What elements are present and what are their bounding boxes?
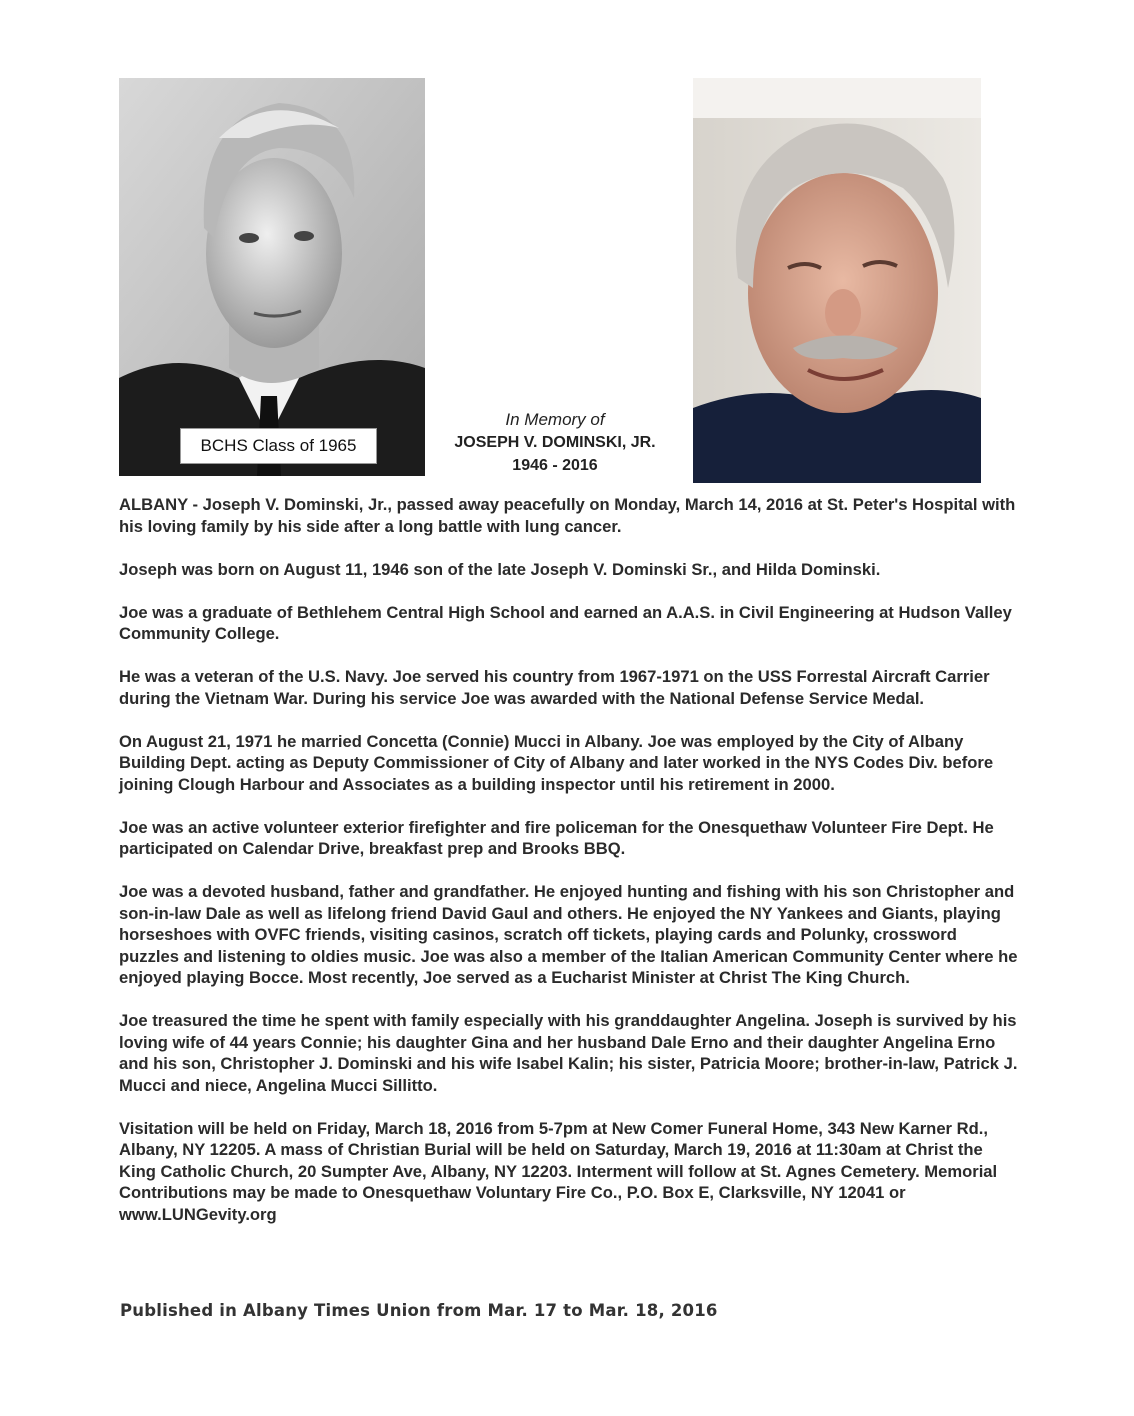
published-note: Published in Albany Times Union from Mar. 17 to Mar. 18, 2016 — [120, 1301, 718, 1320]
young-portrait-photo — [119, 78, 425, 476]
paragraph-volunteer: Joe was an active volunteer exterior firefighter and fire policeman for the Onesquethaw Volunteer Fire Dept. He participated on Calendar Drive, breakfast prep and Brooks BBQ. — [119, 817, 994, 858]
young-photo-caption: BCHS Class of 1965 — [180, 428, 377, 464]
paragraph-birth: Joseph was born on August 11, 1946 son of the late Joseph V. Dominski Sr., and Hilda Dominski. — [119, 559, 881, 579]
deceased-name: JOSEPH V. DOMINSKI, JR. — [454, 434, 656, 451]
young-portrait-image — [119, 78, 425, 476]
paragraph-education: Joe was a graduate of Bethlehem Central High School and earned an A.A.S. in Civil Engineering at Hudson Valley Community College. — [119, 602, 1012, 643]
paragraph-hobbies: Joe was a devoted husband, father and grandfather. He enjoyed hunting and fishing with his son Christopher and son-in-law Dale as well as lifelong friend David Gaul and others. He enjoyed the NY Yankees and Giants, playing horseshoes with OVFC friends, visiting casinos, scratch off tickets, playing cards and Polunky, crossword puzzles and listening to oldies music. Joe was also a member of the Italian American Community Center where he enjoyed playing Bocce. Most recently, Joe served as a Eucharist Minister at Christ The King Church. — [119, 882, 1018, 987]
paragraph-career: On August 21, 1971 he married Concetta (Connie) Mucci in Albany. Joe was employed by the City of Albany Building Dept. acting as Deputy Commissioner of City of Albany and later worked in the NYS Codes Div. before joining Clough Harbour and Associates as a building inspector until his retirement in 2000. — [119, 731, 994, 794]
life-years: 1946 - 2016 — [512, 457, 598, 474]
recent-portrait-image — [693, 78, 981, 483]
paragraph-services: Visitation will be held on Friday, March 18, 2016 from 5-7pm at New Comer Funeral Home, 343 New Karner Rd., Albany, NY 12205. A mass of Christian Burial will be held on Saturday, March 19, 2016 at 11:30am at Christ the King Catholic Church, 20 Sumpter Ave, Albany, NY 12203. Interment will follow at St. Agnes Cemetery. Memorial Contributions may be made to Onesquethaw Voluntary Fire Co., P.O. Box E, Clarksville, NY 12041 or www.LUNGevity.org — [119, 1118, 998, 1224]
paragraph-passing: ALBANY - Joseph V. Dominski, Jr., passed away peacefully on Monday, March 14, 2016 at St. Peter's Hospital with his loving family by his side after a long battle with lung cancer. — [119, 495, 1016, 536]
obituary-body — [119, 494, 1019, 1247]
recent-portrait-photo — [693, 78, 981, 483]
in-memory-of-label: In Memory of — [505, 410, 605, 429]
paragraph-military: He was a veteran of the U.S. Navy. Joe served his country from 1967-1971 on the USS Forrestal Aircraft Carrier during the Vietnam War. During his service Joe was awarded with the National Defense Service Medal. — [119, 667, 990, 708]
memorial-heading — [430, 408, 680, 477]
paragraph-survivors: Joe treasured the time he spent with family especially with his granddaughter Angelina. Joseph is survived by his loving wife of 44 years Connie; his daughter Gina and her husband Dale Erno and their daughter Angelina Erno and his son, Christopher J. Dominski and his wife Isabel Kalin; his sister, Patricia Moore; brother-in-law, Patrick J. Mucci and niece, Angelina Mucci Sillitto. — [119, 1011, 1018, 1095]
